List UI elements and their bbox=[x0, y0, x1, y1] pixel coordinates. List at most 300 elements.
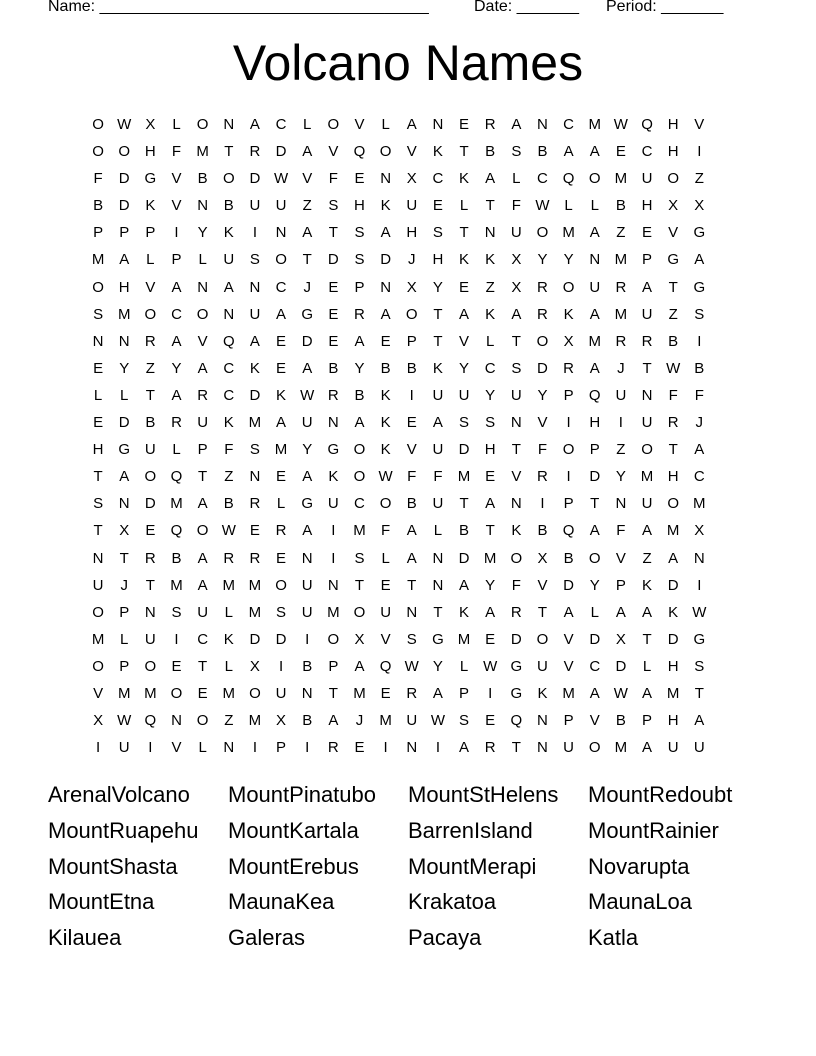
grid-letter: O bbox=[353, 468, 366, 486]
grid-letter: K bbox=[642, 576, 653, 594]
grid-letter: M bbox=[274, 441, 288, 459]
grid-letter: A bbox=[511, 305, 522, 323]
grid-letter: S bbox=[93, 495, 104, 513]
grid-letter: B bbox=[615, 197, 626, 215]
grid-letter: P bbox=[563, 495, 574, 513]
grid-letter: O bbox=[222, 170, 235, 188]
grid-letter: P bbox=[563, 386, 574, 404]
grid-letter: Y bbox=[432, 278, 443, 296]
grid-letter: A bbox=[563, 603, 574, 621]
grid-letter: E bbox=[171, 657, 182, 675]
grid-letter: M bbox=[640, 468, 654, 486]
grid-letter: N bbox=[432, 576, 444, 594]
grid-letter: G bbox=[510, 657, 523, 675]
word-list-item: Pacaya bbox=[408, 925, 482, 951]
grid-letter: R bbox=[249, 549, 261, 567]
grid-letter: O bbox=[379, 143, 392, 161]
grid-letter: E bbox=[276, 359, 287, 377]
grid-letter: D bbox=[667, 576, 679, 594]
grid-letter: C bbox=[275, 278, 287, 296]
grid-letter: P bbox=[328, 657, 339, 675]
grid-letter: N bbox=[615, 495, 627, 513]
grid-letter: Y bbox=[197, 224, 208, 242]
grid-letter: M bbox=[379, 712, 392, 730]
grid-letter: T bbox=[302, 251, 312, 269]
grid-letter: U bbox=[301, 576, 313, 594]
grid-letter: I bbox=[252, 739, 257, 757]
grid-letter: M bbox=[457, 630, 471, 648]
grid-letter: R bbox=[615, 332, 627, 350]
grid-letter: O bbox=[92, 603, 104, 621]
grid-letter: T bbox=[511, 739, 521, 757]
grid-letter: A bbox=[406, 522, 417, 540]
grid-letter: A bbox=[589, 684, 600, 702]
grid-letter: I bbox=[697, 576, 702, 594]
grid-letter: K bbox=[145, 197, 156, 215]
grid-letter: E bbox=[485, 468, 496, 486]
grid-letter: N bbox=[118, 495, 130, 513]
grid-letter: A bbox=[406, 549, 417, 567]
grid-letter: T bbox=[433, 332, 443, 350]
grid-letter: I bbox=[697, 143, 702, 161]
grid-letter: E bbox=[380, 576, 391, 594]
grid-letter: Q bbox=[588, 386, 601, 404]
grid-letter: P bbox=[93, 224, 104, 242]
grid-letter: T bbox=[433, 603, 443, 621]
grid-letter: M bbox=[483, 549, 497, 567]
grid-letter: V bbox=[380, 630, 391, 648]
grid-letter: I bbox=[278, 657, 284, 675]
grid-letter: S bbox=[171, 603, 182, 621]
grid-letter: V bbox=[171, 739, 182, 757]
grid-letter: N bbox=[537, 739, 548, 757]
grid-letter: U bbox=[537, 657, 548, 675]
grid-letter: O bbox=[196, 305, 209, 323]
grid-letter: O bbox=[536, 224, 549, 242]
grid-letter: C bbox=[537, 170, 548, 188]
grid-letter: F bbox=[171, 143, 182, 161]
grid-letter: W bbox=[404, 657, 419, 675]
word-list-item: BarrenIsland bbox=[408, 817, 533, 843]
grid-letter: B bbox=[668, 332, 679, 350]
date-field-label: Date: _______ bbox=[474, 0, 579, 15]
grid-letter: D bbox=[589, 468, 601, 486]
grid-letter: E bbox=[354, 739, 365, 757]
grid-letter: A bbox=[432, 684, 443, 702]
grid-letter: X bbox=[119, 522, 130, 540]
grid-letter: A bbox=[249, 116, 260, 133]
grid-letter: C bbox=[354, 495, 365, 513]
grid-letter: M bbox=[614, 739, 628, 757]
word-list-item: MountRainier bbox=[588, 817, 719, 843]
grid-letter: F bbox=[668, 386, 678, 404]
grid-letter: T bbox=[145, 386, 155, 404]
grid-letter: O bbox=[92, 116, 104, 133]
grid-letter: O bbox=[144, 657, 157, 675]
grid-letter: N bbox=[327, 414, 339, 432]
grid-letter: Y bbox=[432, 657, 443, 675]
grid-letter: X bbox=[406, 170, 417, 188]
grid-letter: E bbox=[459, 116, 470, 133]
grid-letter: B bbox=[145, 414, 156, 432]
grid-letter: T bbox=[328, 224, 338, 242]
grid-letter: S bbox=[354, 224, 365, 242]
grid-letter: G bbox=[510, 684, 523, 702]
grid-letter: O bbox=[327, 630, 340, 648]
grid-letter: O bbox=[170, 684, 183, 702]
grid-letter: A bbox=[197, 576, 208, 594]
grid-letter: O bbox=[536, 630, 549, 648]
grid-letter: I bbox=[540, 495, 545, 513]
grid-letter: K bbox=[563, 305, 574, 323]
grid-letter: Y bbox=[459, 359, 470, 377]
grid-letter: L bbox=[512, 170, 521, 188]
grid-letter: X bbox=[694, 197, 705, 215]
grid-letter: P bbox=[642, 712, 653, 730]
grid-letter: N bbox=[92, 332, 104, 350]
grid-letter: W bbox=[666, 359, 681, 377]
grid-letter: I bbox=[148, 739, 153, 757]
grid-letter: W bbox=[300, 386, 315, 404]
grid-letter: J bbox=[617, 359, 625, 377]
grid-letter: A bbox=[119, 468, 130, 486]
grid-letter: L bbox=[642, 657, 652, 675]
grid-letter: X bbox=[93, 712, 104, 730]
grid-letter: B bbox=[485, 143, 496, 161]
grid-letter: R bbox=[223, 549, 235, 567]
grid-letter: T bbox=[459, 495, 469, 513]
grid-letter: H bbox=[484, 441, 496, 459]
grid-letter: C bbox=[197, 630, 209, 648]
grid-letter: V bbox=[563, 657, 574, 675]
grid-letter: E bbox=[276, 468, 287, 486]
grid-letter: V bbox=[537, 576, 548, 594]
grid-letter: F bbox=[328, 170, 338, 188]
word-list-item: MountErebus bbox=[228, 853, 359, 879]
grid-letter: M bbox=[248, 603, 262, 621]
grid-letter: O bbox=[588, 549, 601, 567]
grid-letter: U bbox=[144, 630, 156, 648]
grid-letter: N bbox=[197, 278, 209, 296]
grid-letter: O bbox=[92, 143, 104, 161]
grid-letter: L bbox=[198, 251, 207, 269]
grid-letter: B bbox=[537, 143, 548, 161]
word-list-item: MaunaKea bbox=[228, 889, 335, 915]
grid-letter: Q bbox=[510, 712, 523, 730]
grid-letter: B bbox=[380, 359, 391, 377]
grid-letter: T bbox=[93, 468, 103, 486]
grid-letter: K bbox=[459, 603, 470, 621]
grid-letter: D bbox=[118, 170, 130, 188]
grid-letter: U bbox=[589, 278, 601, 296]
grid-letter: X bbox=[406, 278, 417, 296]
grid-letter: C bbox=[563, 116, 575, 133]
grid-letter: F bbox=[381, 522, 391, 540]
grid-letter: U bbox=[693, 739, 705, 757]
grid-letter: X bbox=[511, 278, 522, 296]
grid-letter: A bbox=[694, 251, 705, 269]
grid-letter: U bbox=[510, 224, 522, 242]
grid-letter: D bbox=[249, 630, 261, 648]
grid-letter: D bbox=[563, 576, 575, 594]
word-list-item: ArenalVolcano bbox=[48, 782, 190, 807]
grid-letter: N bbox=[223, 305, 235, 323]
grid-letter: T bbox=[485, 522, 495, 540]
grid-letter: R bbox=[354, 305, 365, 323]
grid-letter: C bbox=[275, 116, 287, 133]
grid-letter: K bbox=[380, 414, 391, 432]
grid-letter: V bbox=[511, 468, 522, 486]
grid-letter: V bbox=[197, 332, 208, 350]
grid-letter: A bbox=[459, 305, 470, 323]
grid-letter: J bbox=[120, 576, 128, 594]
grid-letter: O bbox=[249, 684, 261, 702]
grid-letter: M bbox=[614, 305, 628, 323]
grid-letter: J bbox=[408, 251, 416, 269]
grid-letter: T bbox=[145, 576, 155, 594]
grid-letter: Y bbox=[563, 251, 574, 269]
grid-letter: Y bbox=[589, 576, 600, 594]
grid-letter: C bbox=[589, 657, 601, 675]
grid-letter: A bbox=[223, 278, 234, 296]
grid-letter: A bbox=[485, 495, 496, 513]
grid-letter: U bbox=[641, 170, 653, 188]
grid-letter: D bbox=[144, 495, 156, 513]
grid-letter: A bbox=[171, 278, 182, 296]
grid-letter: G bbox=[693, 630, 706, 648]
grid-letter: A bbox=[694, 712, 705, 730]
grid-letter: T bbox=[668, 278, 678, 296]
grid-letter: D bbox=[249, 386, 261, 404]
grid-letter: S bbox=[328, 197, 339, 215]
grid-letter: S bbox=[511, 359, 522, 377]
grid-letter: N bbox=[406, 739, 418, 757]
grid-letter: U bbox=[249, 305, 261, 323]
grid-letter: V bbox=[615, 549, 626, 567]
grid-letter: R bbox=[510, 603, 522, 621]
grid-letter: L bbox=[459, 657, 469, 675]
grid-letter: D bbox=[510, 630, 522, 648]
grid-letter: D bbox=[327, 251, 339, 269]
grid-letter: V bbox=[145, 278, 156, 296]
grid-letter: A bbox=[432, 414, 443, 432]
grid-letter: M bbox=[693, 495, 706, 513]
grid-letter: P bbox=[119, 224, 130, 242]
grid-letter: A bbox=[642, 278, 653, 296]
grid-letter: V bbox=[328, 143, 339, 161]
grid-letter: Q bbox=[222, 332, 235, 350]
grid-letter: N bbox=[380, 278, 392, 296]
grid-letter: D bbox=[667, 630, 679, 648]
grid-letter: U bbox=[380, 603, 392, 621]
grid-letter: U bbox=[641, 305, 653, 323]
grid-letter: N bbox=[484, 224, 496, 242]
grid-letter: P bbox=[563, 712, 574, 730]
grid-letter: M bbox=[666, 522, 680, 540]
grid-letter: N bbox=[301, 549, 313, 567]
grid-letter: U bbox=[327, 495, 339, 513]
grid-letter: U bbox=[432, 441, 444, 459]
grid-letter: F bbox=[224, 441, 234, 459]
grid-letter: O bbox=[144, 468, 157, 486]
grid-letter: C bbox=[223, 386, 235, 404]
word-list-item: MaunaLoa bbox=[588, 889, 692, 915]
grid-letter: S bbox=[354, 549, 365, 567]
grid-letter: K bbox=[459, 251, 470, 269]
grid-letter: Y bbox=[615, 468, 626, 486]
grid-letter: Z bbox=[145, 359, 155, 377]
grid-letter: V bbox=[537, 414, 548, 432]
grid-letter: O bbox=[405, 305, 418, 323]
grid-letter: T bbox=[642, 359, 652, 377]
grid-letter: M bbox=[144, 684, 157, 702]
grid-letter: L bbox=[381, 116, 390, 133]
grid-letter: T bbox=[407, 576, 417, 594]
grid-letter: D bbox=[275, 630, 287, 648]
grid-letter: C bbox=[432, 170, 444, 188]
grid-letter: L bbox=[198, 739, 207, 757]
grid-letter: M bbox=[91, 630, 105, 648]
grid-letter: U bbox=[301, 603, 313, 621]
grid-letter: H bbox=[589, 414, 601, 432]
grid-letter: B bbox=[302, 657, 313, 675]
grid-letter: A bbox=[642, 684, 653, 702]
grid-letter: A bbox=[459, 576, 470, 594]
grid-letter: M bbox=[91, 251, 105, 269]
grid-letter: S bbox=[249, 441, 260, 459]
grid-letter: X bbox=[276, 712, 287, 730]
grid-letter: B bbox=[563, 549, 574, 567]
grid-letter: D bbox=[118, 197, 130, 215]
grid-letter: K bbox=[459, 170, 470, 188]
grid-letter: J bbox=[303, 278, 311, 296]
grid-letter: P bbox=[145, 224, 156, 242]
grid-letter: L bbox=[93, 386, 103, 404]
grid-letter: D bbox=[118, 414, 130, 432]
grid-letter: I bbox=[409, 386, 414, 404]
grid-letter: M bbox=[248, 414, 262, 432]
grid-letter: A bbox=[668, 549, 679, 567]
grid-letter: I bbox=[305, 739, 310, 757]
grid-letter: B bbox=[406, 495, 417, 513]
grid-letter: A bbox=[589, 305, 600, 323]
grid-letter: V bbox=[668, 224, 679, 242]
grid-letter: S bbox=[432, 224, 443, 242]
grid-letter: O bbox=[536, 332, 549, 350]
grid-letter: M bbox=[457, 468, 471, 486]
grid-letter: A bbox=[171, 332, 182, 350]
grid-letter: H bbox=[406, 224, 418, 242]
grid-letter: W bbox=[483, 657, 498, 675]
grid-letter: R bbox=[641, 332, 653, 350]
grid-letter: I bbox=[383, 739, 388, 757]
grid-letter: Q bbox=[170, 522, 183, 540]
grid-letter: I bbox=[566, 414, 571, 432]
grid-letter: A bbox=[589, 143, 600, 161]
grid-letter: W bbox=[430, 712, 445, 730]
grid-letter: U bbox=[432, 386, 444, 404]
grid-letter: N bbox=[275, 224, 287, 242]
grid-letter: X bbox=[249, 657, 260, 675]
grid-letter: I bbox=[174, 630, 179, 648]
grid-letter: N bbox=[223, 739, 235, 757]
grid-letter: V bbox=[589, 712, 600, 730]
grid-letter: A bbox=[485, 603, 496, 621]
grid-letter: N bbox=[537, 116, 548, 133]
grid-letter: A bbox=[589, 522, 600, 540]
grid-letter: P bbox=[119, 603, 130, 621]
grid-letter: M bbox=[222, 684, 236, 702]
grid-letter: L bbox=[459, 197, 469, 215]
grid-letter: E bbox=[380, 684, 391, 702]
grid-letter: L bbox=[590, 603, 599, 621]
grid-letter: T bbox=[642, 630, 652, 648]
grid-letter: T bbox=[224, 143, 234, 161]
grid-letter: M bbox=[117, 305, 131, 323]
grid-letter: T bbox=[511, 441, 521, 459]
grid-letter: M bbox=[353, 684, 366, 702]
grid-letter: X bbox=[694, 522, 705, 540]
grid-letter: V bbox=[406, 143, 417, 161]
grid-letter: E bbox=[406, 414, 417, 432]
grid-letter: L bbox=[590, 197, 599, 215]
grid-letter: M bbox=[588, 116, 601, 133]
grid-letter: F bbox=[616, 522, 626, 540]
grid-letter: R bbox=[144, 332, 156, 350]
grid-letter: W bbox=[273, 170, 289, 188]
grid-letter: W bbox=[117, 116, 132, 133]
grid-letter: A bbox=[276, 305, 287, 323]
grid-letter: Y bbox=[171, 359, 182, 377]
grid-letter: V bbox=[459, 332, 470, 350]
grid-letter: P bbox=[615, 576, 626, 594]
grid-letter: M bbox=[248, 576, 262, 594]
grid-letter: T bbox=[354, 576, 365, 594]
grid-letter: E bbox=[93, 359, 104, 377]
grid-letter: N bbox=[641, 386, 653, 404]
grid-letter: M bbox=[614, 251, 628, 269]
grid-letter: X bbox=[563, 332, 574, 350]
grid-letter: P bbox=[642, 251, 653, 269]
grid-letter: A bbox=[380, 224, 391, 242]
grid-letter: P bbox=[119, 657, 130, 675]
word-list-item: MountKartala bbox=[228, 817, 359, 843]
grid-letter: Q bbox=[170, 468, 183, 486]
grid-letter: Z bbox=[224, 712, 234, 730]
grid-letter: D bbox=[458, 441, 470, 459]
grid-letter: W bbox=[692, 603, 707, 621]
grid-letter: Y bbox=[485, 576, 496, 594]
grid-letter: L bbox=[224, 657, 233, 675]
grid-letter: E bbox=[485, 712, 496, 730]
grid-letter: U bbox=[406, 197, 418, 215]
grid-letter: G bbox=[667, 251, 679, 269]
grid-letter: I bbox=[488, 684, 493, 702]
grid-letter: M bbox=[117, 684, 131, 702]
grid-letter: Z bbox=[642, 549, 652, 567]
grid-letter: W bbox=[378, 468, 393, 486]
grid-letter: G bbox=[301, 305, 314, 323]
grid-letter: N bbox=[197, 197, 209, 215]
grid-letter: W bbox=[117, 712, 132, 730]
grid-letter: A bbox=[694, 441, 705, 459]
grid-letter: O bbox=[118, 143, 131, 161]
grid-letter: S bbox=[406, 630, 417, 648]
grid-letter: P bbox=[171, 251, 182, 269]
grid-letter: C bbox=[223, 359, 235, 377]
grid-letter: V bbox=[171, 170, 182, 188]
grid-letter: A bbox=[197, 359, 208, 377]
